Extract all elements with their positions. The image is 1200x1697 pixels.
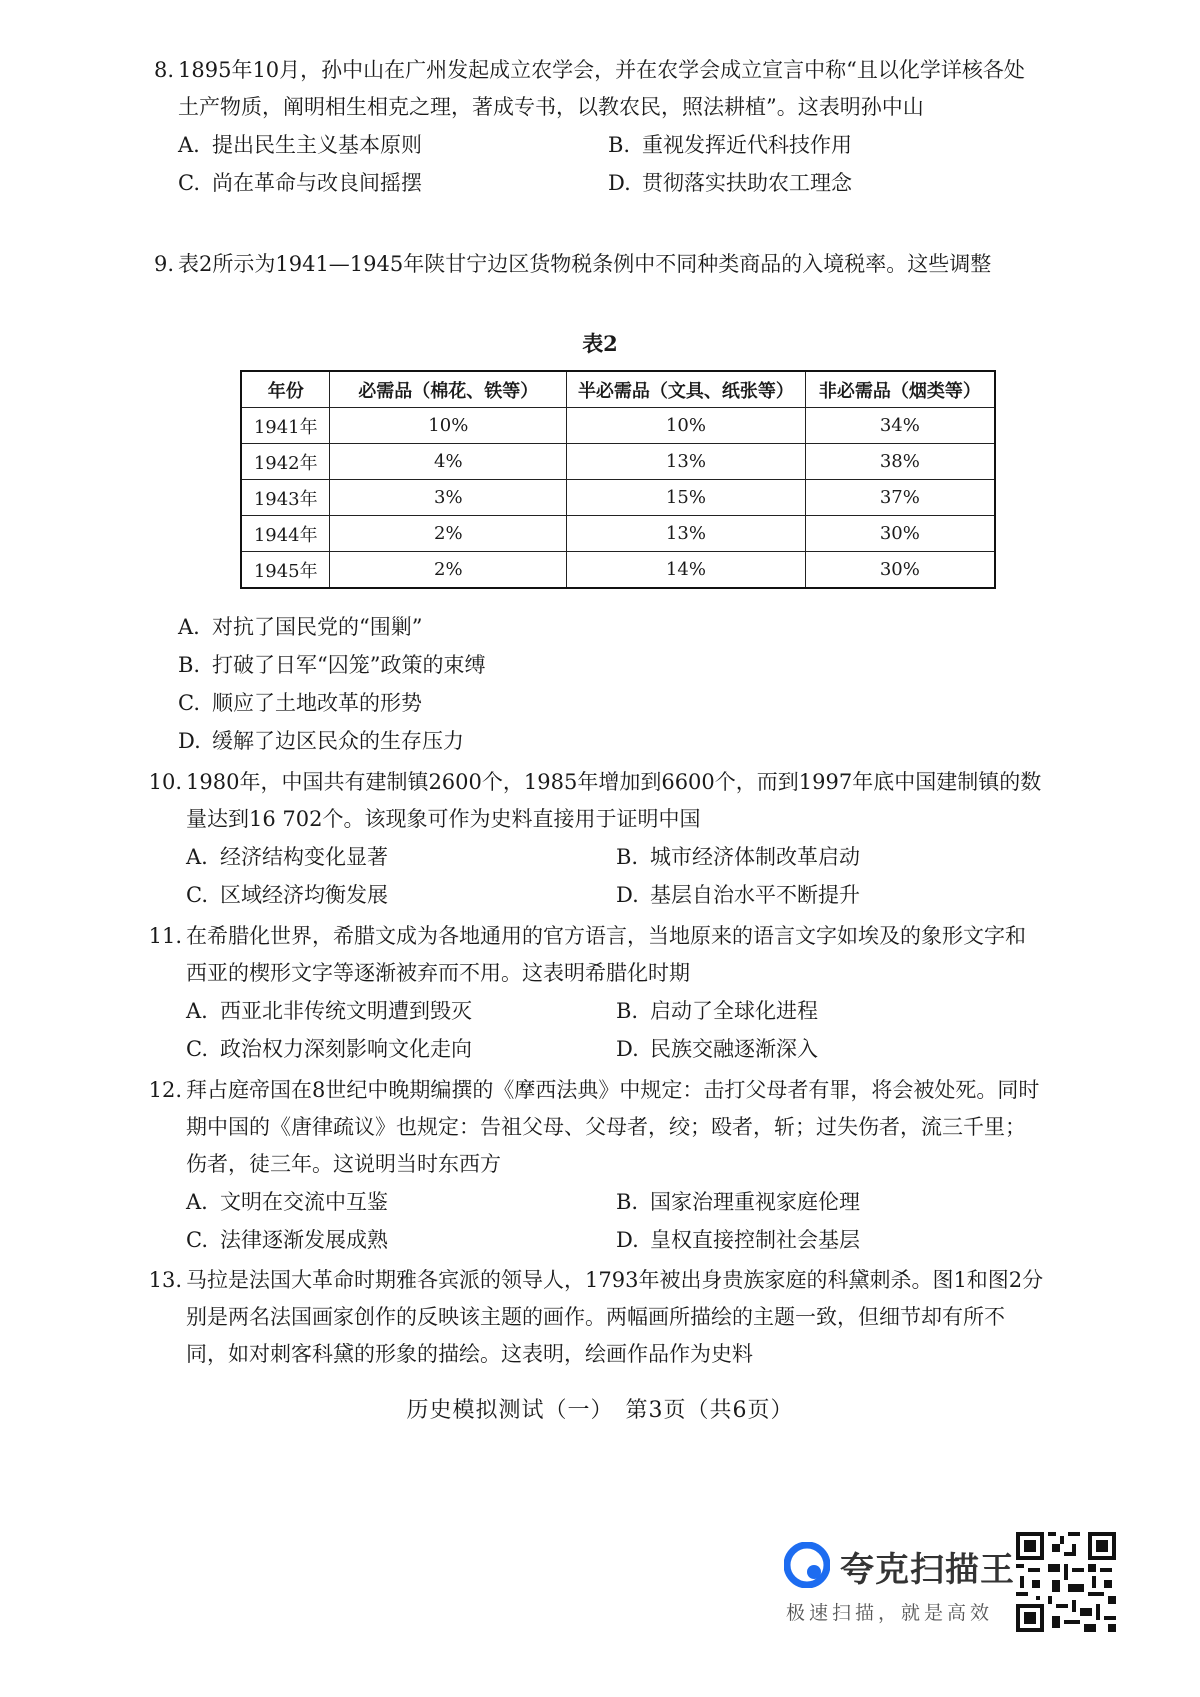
cell-value: 30% (805, 552, 995, 589)
cell-year: 1942年 (241, 444, 330, 480)
option-d: D. 皇权直接控制社会基层 (616, 1228, 860, 1252)
question-stem: 1895年10月，孙中山在广州发起成立农学会，并在农学会成立宣言中称“且以化学详核各处土产物质，阐明相生相克之理，著成专书，以教农民，照法耕植”。这表明孙中山 (178, 58, 1025, 119)
question-stem: 在希腊化世界，希腊文成为各地通用的官方语言，当地原来的语言文字如埃及的象形文字和西亚的楔形文字等逐渐被弃而不用。这表明希腊化时期 (186, 924, 1026, 985)
options (178, 126, 1038, 202)
scanner-brand-name: 夸克扫描王 (840, 1550, 1015, 1590)
question-9-options (178, 608, 1038, 760)
cell-value: 37% (805, 480, 995, 516)
question-10 (148, 764, 1046, 914)
question-11 (148, 918, 1046, 1068)
question-9 (153, 246, 1038, 283)
option-b: B. 重视发挥近代科技作用 (608, 133, 852, 157)
question-8 (153, 52, 1038, 202)
question-stem: 马拉是法国大革命时期雅各宾派的领导人，1793年被出身贵族家庭的科黛刺杀。图1和图2分别是两名法国画家创作的反映该主题的画作。两幅画所描绘的主题一致，但细节却有所不同，如对刺客科黛的形象的描绘。这表明，绘画作品作为史料 (186, 1268, 1044, 1366)
header-necessities: 必需品（棉花、铁等） (330, 371, 567, 408)
question-12 (148, 1072, 1046, 1259)
question-13 (148, 1262, 1046, 1373)
option-c: C. 顺应了土地改革的形势 (178, 691, 422, 715)
table-header-row (241, 371, 995, 408)
option-a: A. 对抗了国民党的“围剿” (178, 615, 423, 639)
table-row (241, 480, 995, 516)
option-d: D. 贯彻落实扶助农工理念 (608, 171, 852, 195)
option-b: B. 城市经济体制改革启动 (616, 845, 860, 869)
cell-value: 13% (567, 516, 806, 552)
question-number: 13. (148, 1268, 182, 1292)
table-row (241, 408, 995, 444)
cell-value: 15% (567, 480, 806, 516)
header-semi-necessities: 半必需品（文具、纸张等） (567, 371, 806, 408)
option-a: A. 提出民生主义基本原则 (178, 133, 422, 157)
question-number: 10. (148, 770, 182, 794)
question-number: 9. (153, 252, 174, 276)
question-number: 11. (148, 924, 182, 948)
cell-value: 30% (805, 516, 995, 552)
options (186, 992, 1046, 1068)
options (186, 1183, 1046, 1259)
page-footer: 历史模拟测试（一） 第3页（共6页） (406, 1398, 794, 1423)
cell-value: 13% (567, 444, 806, 480)
table-row (241, 552, 995, 589)
question-number: 12. (148, 1078, 182, 1102)
options (186, 838, 1046, 914)
cell-year: 1941年 (241, 408, 330, 444)
tax-rate-table (240, 370, 996, 589)
option-b: B. 打破了日军“囚笼”政策的束缚 (178, 653, 486, 677)
cell-year: 1943年 (241, 480, 330, 516)
option-d: D. 缓解了边区民众的生存压力 (178, 729, 464, 753)
question-stem: 拜占庭帝国在8世纪中晚期编撰的《摩西法典》中规定：击打父母者有罪，将会被处死。同时期中国的《唐律疏议》也规定：告祖父母、父母者，绞；殴者，斩；过失伤者，流三千里；伤者，徒三年。这说明当时东西方 (186, 1078, 1040, 1176)
option-b: B. 启动了全球化进程 (616, 999, 818, 1023)
cell-value: 2% (330, 516, 567, 552)
option-a: A. 文明在交流中互鉴 (186, 1190, 388, 1214)
option-d: D. 民族交融逐渐深入 (616, 1037, 818, 1061)
cell-year: 1945年 (241, 552, 330, 589)
table-caption: 表2 (582, 331, 618, 356)
header-non-necessities: 非必需品（烟类等） (805, 371, 995, 408)
question-stem: 1980年，中国共有建制镇2600个，1985年增加到6600个，而到1997年底中国建制镇的数量达到16 702个。该现象可作为史料直接用于证明中国 (186, 770, 1042, 831)
qr-code-icon (1016, 1532, 1116, 1632)
cell-value: 10% (330, 408, 567, 444)
option-c: C. 政治权力深刻影响文化走向 (186, 1037, 472, 1061)
scanner-slogan: 极速扫描，就是高效 (786, 1602, 994, 1624)
table-row (241, 516, 995, 552)
option-c: C. 区域经济均衡发展 (186, 883, 388, 907)
table-row (241, 444, 995, 480)
cell-value: 10% (567, 408, 806, 444)
cell-value: 3% (330, 480, 567, 516)
option-c: C. 尚在革命与改良间摇摆 (178, 171, 422, 195)
question-stem: 表2所示为1941—1945年陕甘宁边区货物税条例中不同种类商品的入境税率。这些调整 (178, 252, 992, 276)
option-c: C. 法律逐渐发展成熟 (186, 1228, 388, 1252)
option-d: D. 基层自治水平不断提升 (616, 883, 860, 907)
cell-value: 14% (567, 552, 806, 589)
option-a: A. 西亚北非传统文明遭到毁灭 (186, 999, 472, 1023)
quark-logo-icon (784, 1542, 830, 1588)
cell-value: 38% (805, 444, 995, 480)
cell-value: 2% (330, 552, 567, 589)
option-b: B. 国家治理重视家庭伦理 (616, 1190, 860, 1214)
options (178, 608, 1038, 760)
cell-year: 1944年 (241, 516, 330, 552)
header-year: 年份 (241, 371, 330, 408)
question-number: 8. (153, 58, 174, 82)
cell-value: 4% (330, 444, 567, 480)
cell-value: 34% (805, 408, 995, 444)
option-a: A. 经济结构变化显著 (186, 845, 388, 869)
